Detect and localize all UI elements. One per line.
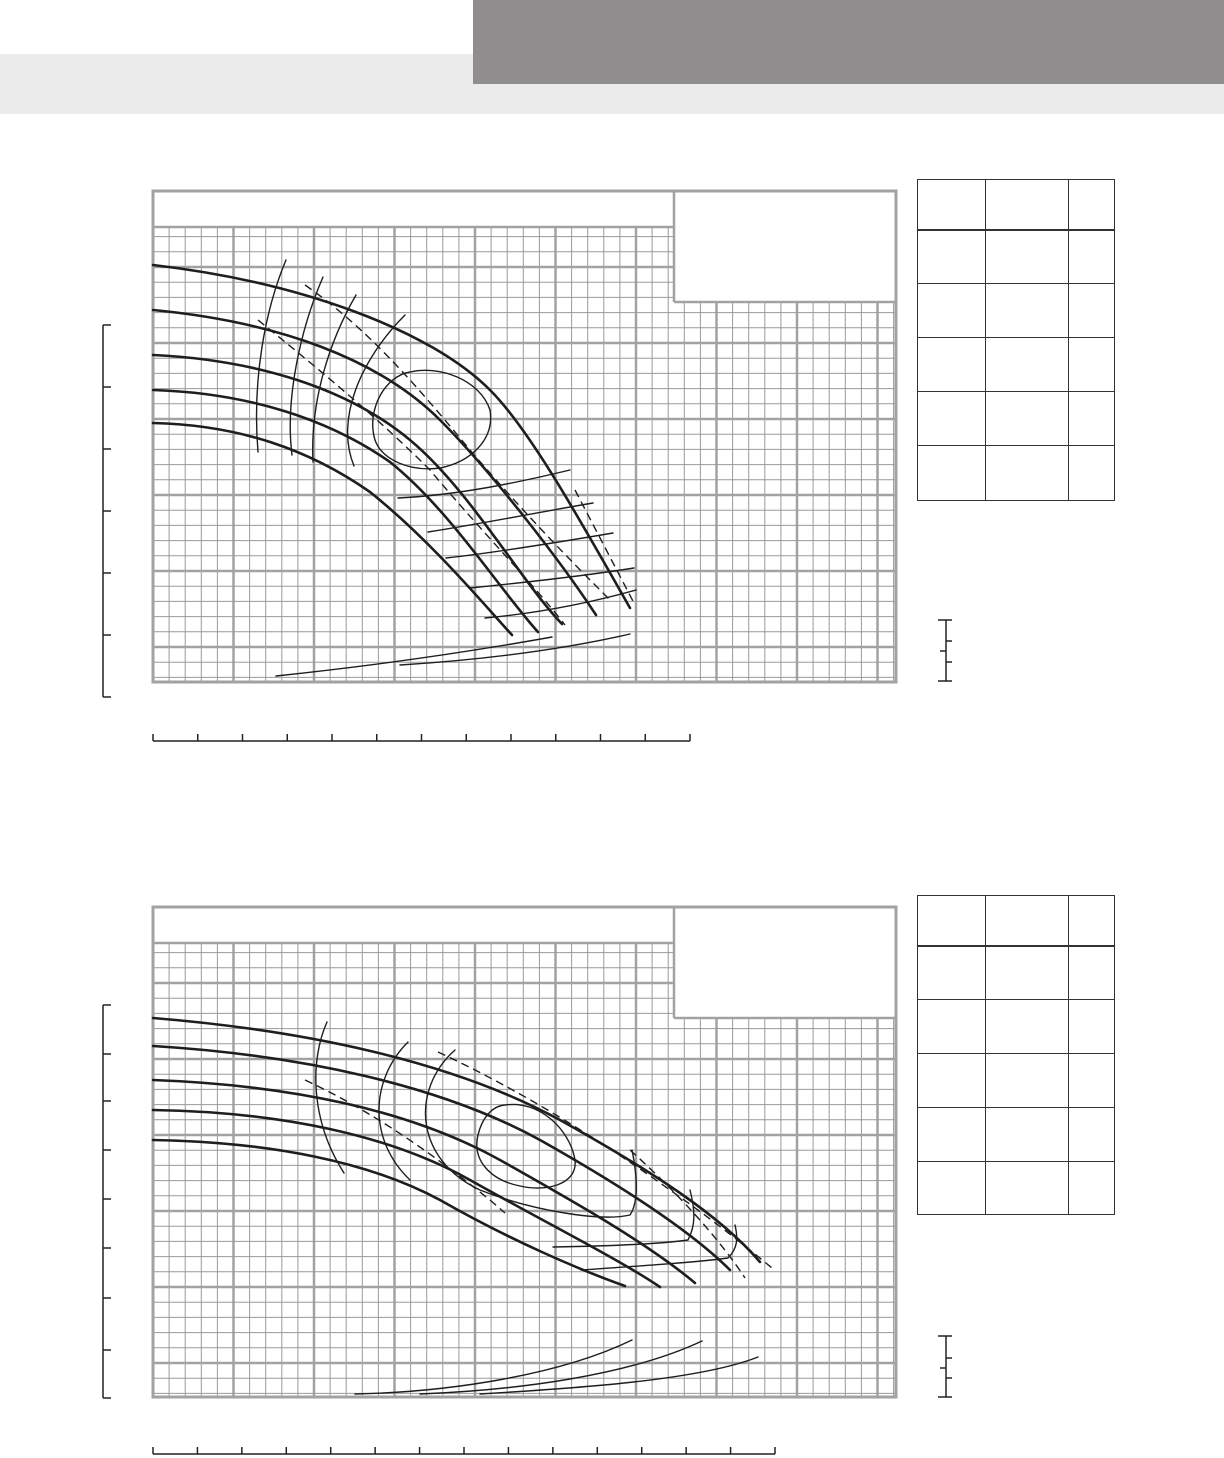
- bottom-chart: [103, 907, 952, 1454]
- top-power-curve-1: [276, 637, 552, 676]
- bottom-dashed-curve-3: [630, 1150, 745, 1278]
- top-power-curve-2: [400, 634, 630, 665]
- top-head-curve-4: [153, 390, 538, 632]
- top-dashed-curve-2: [258, 320, 565, 625]
- bottom-legend-table: [917, 895, 1115, 1215]
- top-head-curve-5: [153, 423, 512, 635]
- top-bottom-axis: [153, 734, 690, 741]
- top-chart-header-strip: [153, 191, 674, 227]
- top-chart: [103, 191, 952, 741]
- top-small-scale: [938, 620, 952, 681]
- bottom-head-curve-5: [153, 1140, 625, 1286]
- top-legend-table: [917, 179, 1115, 501]
- top-left-axis: [103, 325, 111, 697]
- top-dashed-curve-1: [305, 285, 610, 600]
- bottom-bottom-axis: [153, 1447, 775, 1454]
- bottom-head-curve-4: [153, 1110, 660, 1287]
- top-chart-title-box: [674, 191, 896, 302]
- bottom-efficiency-hook-2: [581, 1225, 737, 1270]
- top-efficiency-arc-2: [290, 277, 323, 455]
- bottom-left-axis: [103, 1005, 111, 1398]
- bottom-chart-header-strip: [153, 907, 674, 943]
- bottom-small-scale: [938, 1336, 952, 1397]
- bottom-chart-title-box: [674, 907, 896, 1018]
- top-npsh-line-2: [428, 503, 593, 532]
- bottom-head-curve-2: [153, 1046, 730, 1270]
- bottom-dashed-curve-1: [438, 1052, 772, 1268]
- top-dashed-curve-3: [575, 490, 635, 605]
- top-head-curve-2: [153, 310, 596, 615]
- top-head-curve-1: [153, 265, 630, 608]
